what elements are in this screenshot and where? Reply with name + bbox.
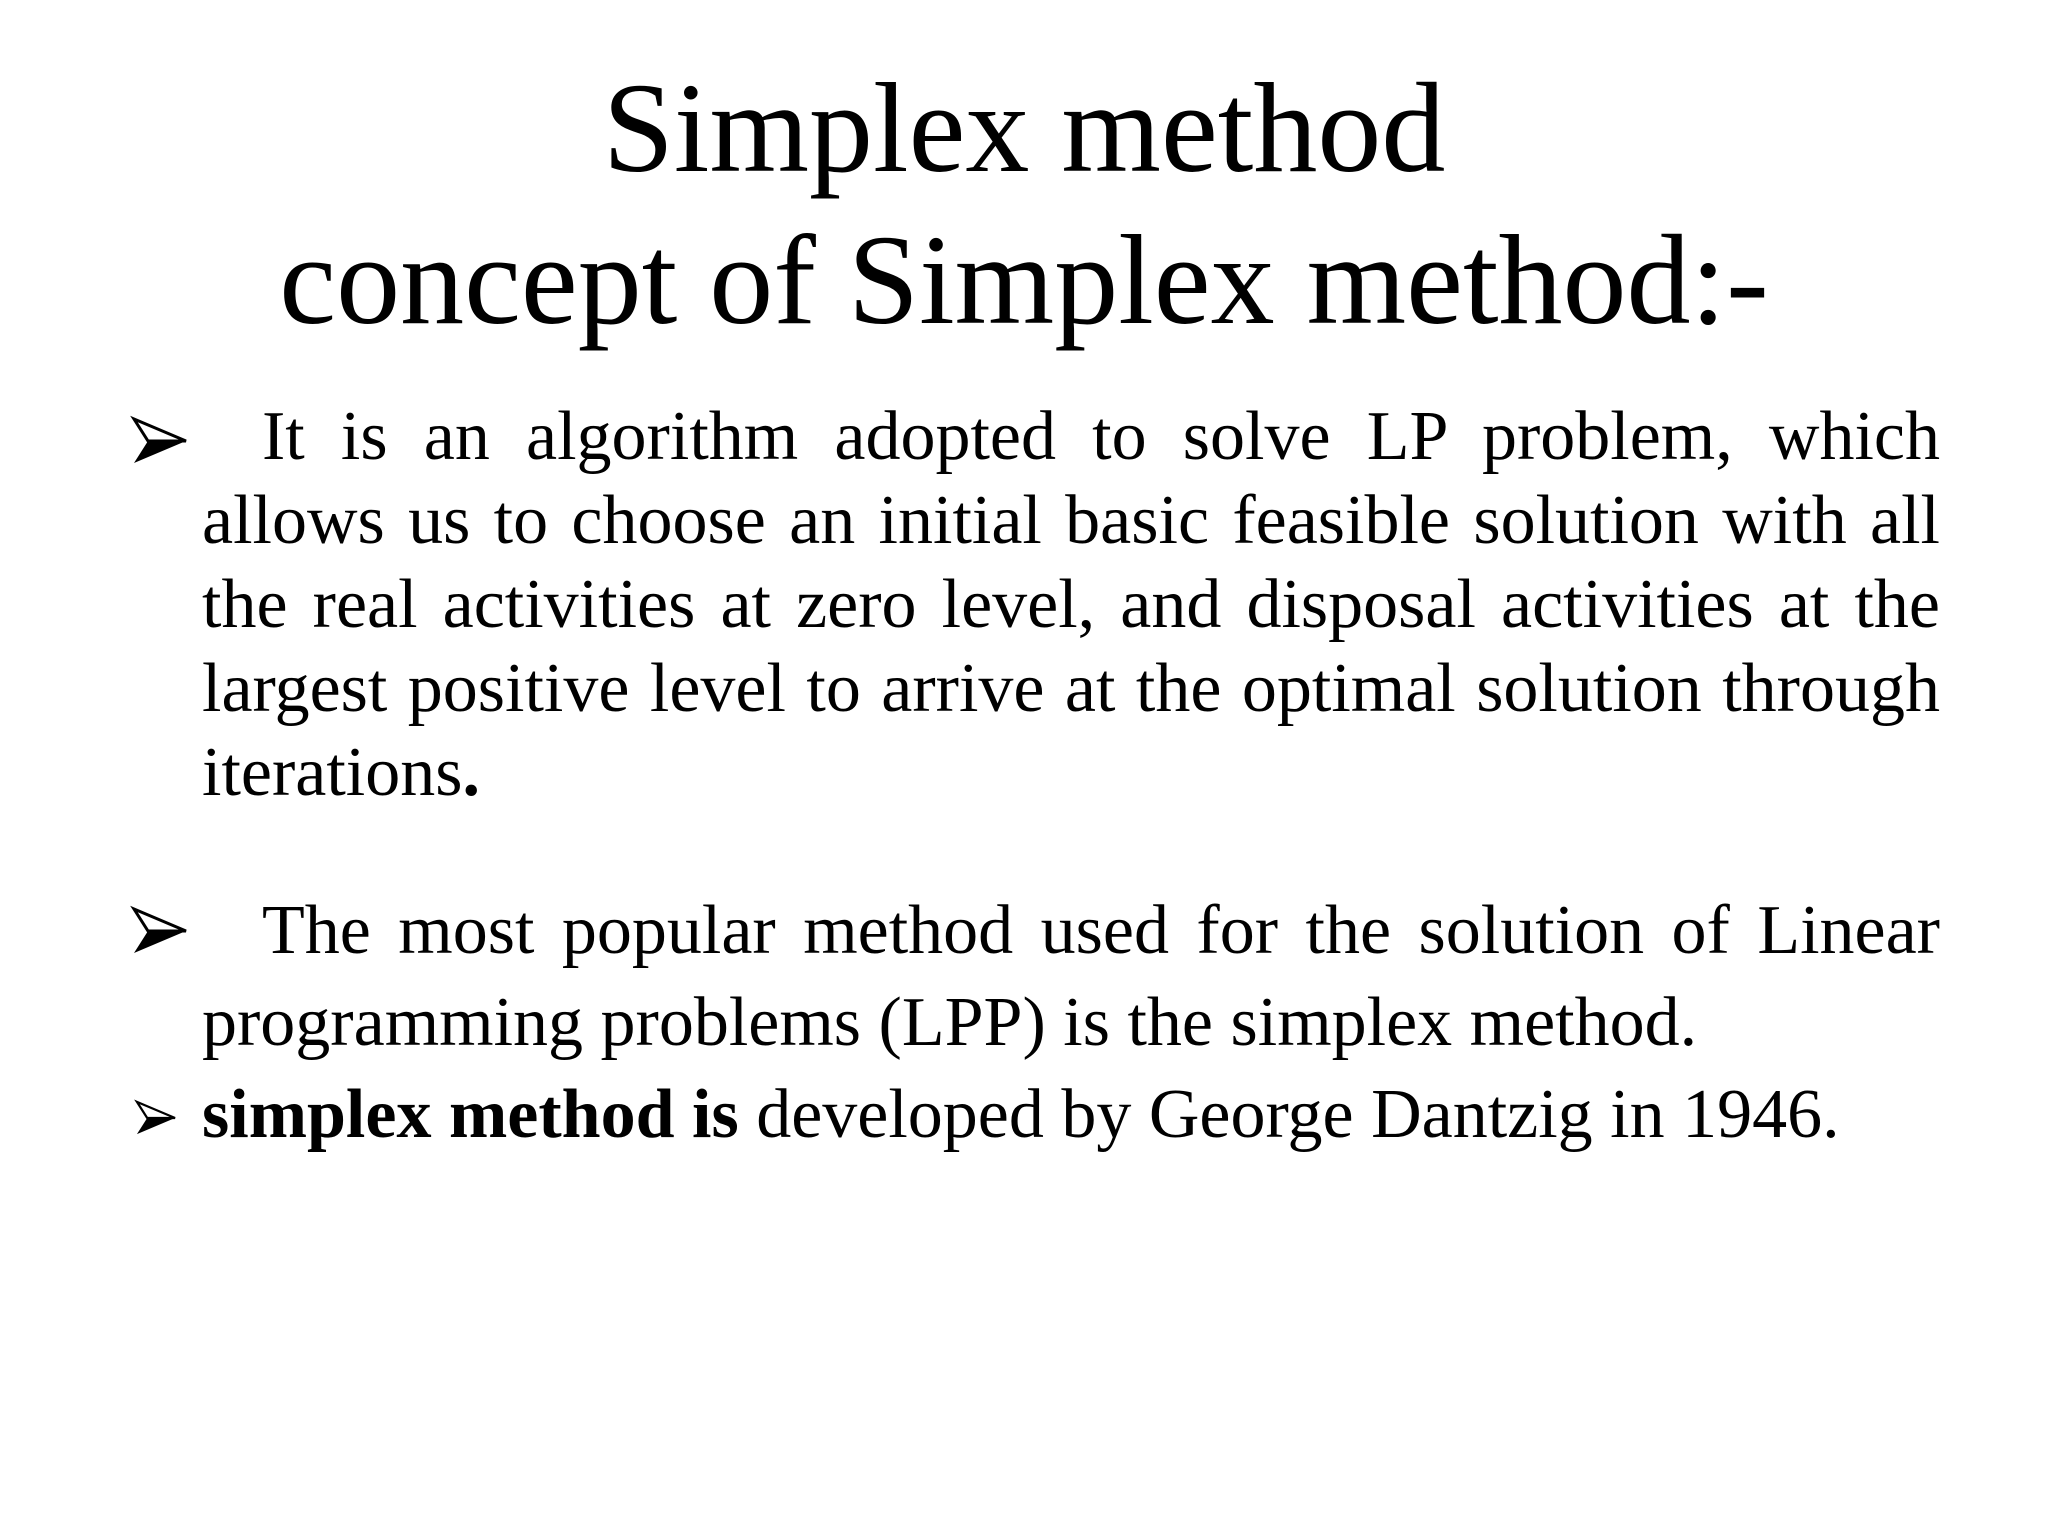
- bullet-text-1: [202, 395, 1940, 815]
- bullet-1-text: It is an algorithm adopted to solve LP problem, which allows us to choose an initial basic feasible solution with all the real activities at zero level, and disposal activities at the largest positive level to arrive at the optimal solution through iterations: [202, 398, 1940, 811]
- bullet-1-period: .: [462, 734, 480, 811]
- bullet-item-2: [130, 885, 1940, 1069]
- bullet-2-text: The most popular method used for the solution of Linear programming problems (LPP) is the simplex method.: [202, 892, 1940, 1061]
- arrowhead-bullet-icon: [130, 411, 190, 471]
- slide-title: [0, 52, 2048, 356]
- bullet-3-text: developed by George Dantzig in 1946.: [738, 1076, 1840, 1153]
- arrowhead-bullet-icon: [134, 1096, 178, 1140]
- bullet-item-1: [130, 395, 1940, 815]
- bullet-text-3: [202, 1070, 1940, 1160]
- bullet-item-3: [130, 1070, 1940, 1160]
- bullet-text-2: [202, 885, 1940, 1069]
- arrowhead-bullet-icon: [130, 901, 190, 961]
- title-line-1: Simplex method: [602, 57, 1446, 199]
- title-line-2: concept of Simplex method:-: [279, 209, 1769, 351]
- bullet-3-bold-text: simplex method is: [202, 1076, 739, 1153]
